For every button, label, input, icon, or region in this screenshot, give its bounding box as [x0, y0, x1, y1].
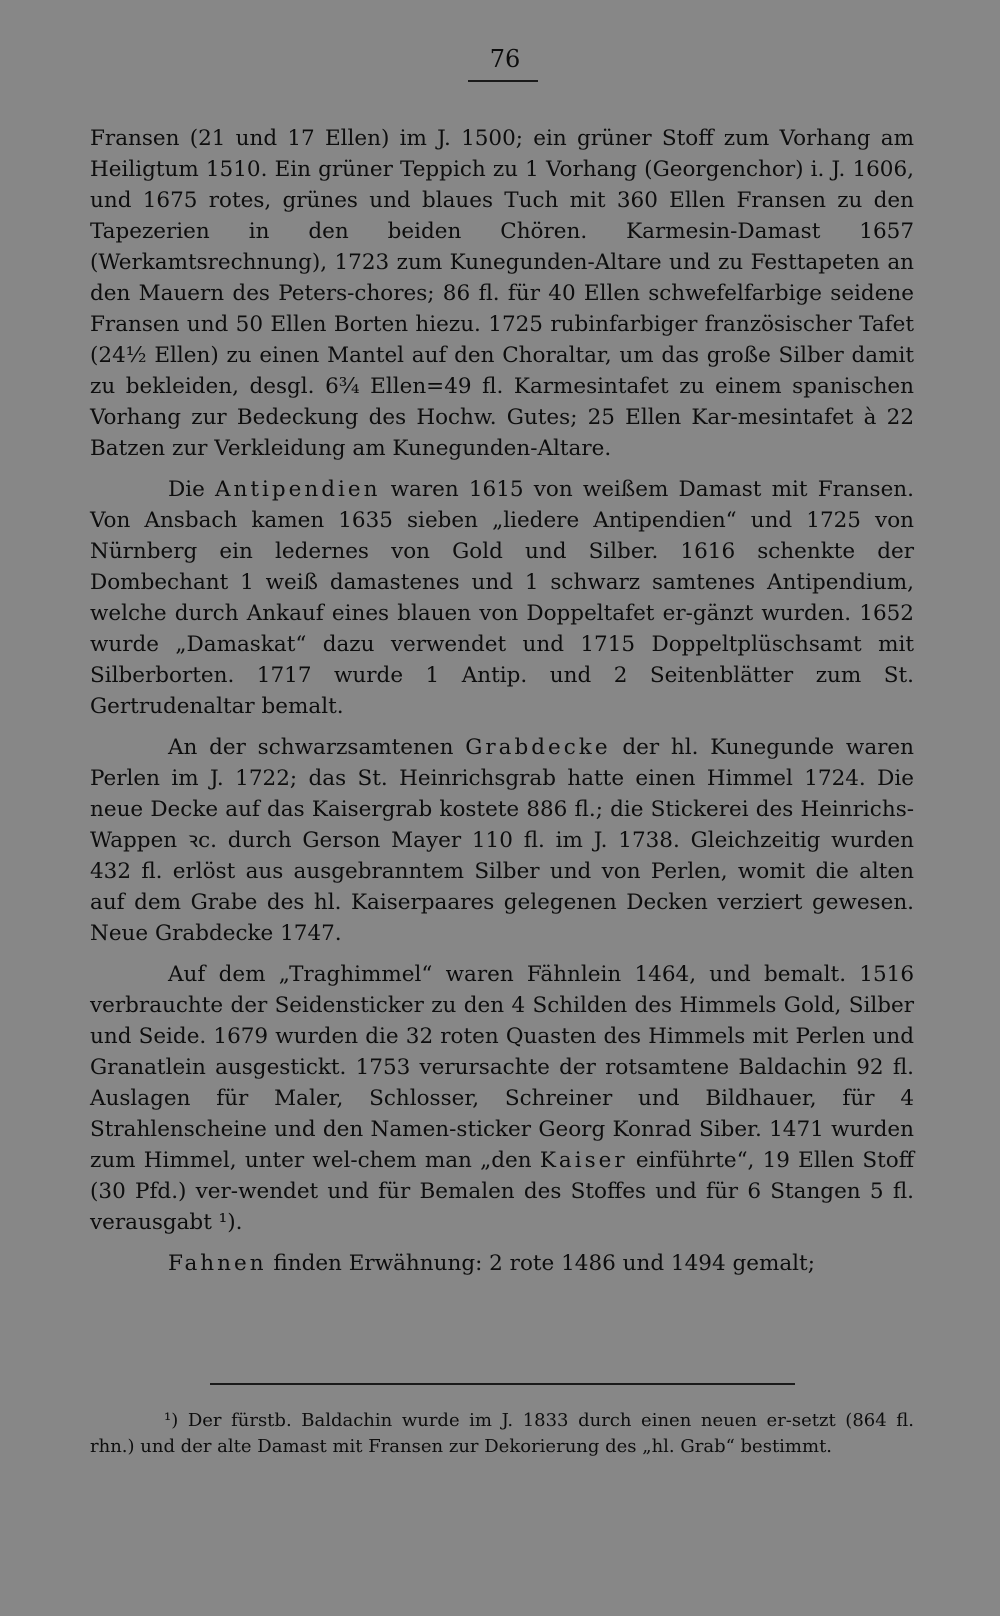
paragraph-5 — [90, 1248, 914, 1279]
spaced-keyword-fahnen: Fahnen — [168, 1251, 267, 1276]
body-text — [90, 123, 914, 1289]
paragraph-1 — [90, 123, 914, 464]
paragraph-text: der hl. Kunegunde waren Perlen im J. 1722; das St. Heinrichsgrab hatte einen Himmel 1724. Die neue Decke auf das Kaisergrab kostete 886 fl.; die Stickerei des Heinrichs-Wappen ꝛc. durch Gerson Mayer 110 fl. im J. 1738. Gleichzeitig wurden 432 fl. erlöst aus ausgebranntem Silber und von Perlen, womit die alten auf dem Grabe des hl. Kaiserpaares gelegenen Decken verziert gewesen. Neue Grabdecke 1747. — [90, 735, 914, 946]
spaced-keyword-grabdecke: Grabdecke — [465, 735, 611, 760]
paragraph-text: Auf dem „Traghimmel“ waren Fähnlein 1464, und bemalt. 1516 verbrauchte der Seidensticker zu den 4 Schilden des Himmels Gold, Silber und Seide. 1679 wurden die 32 roten Quasten des Himmels mit Perlen und Granatlein ausgestickt. 1753 verursachte der rotsamtene Baldachin 92 fl. Auslagen für Maler, Schlosser, Schreiner und Bildhauer, für 4 Strahlenscheine und den Namen-sticker Georg Konrad Siber. 1471 wurden zum Himmel, unter wel-chem man „den — [90, 962, 914, 1173]
paragraph-4 — [90, 959, 914, 1238]
paragraph-text: An der schwarzsamtenen — [168, 735, 466, 760]
paragraph-2 — [90, 474, 914, 722]
paragraph-text: einführte“, 19 Ellen Stoff (30 Pfd.) ver-wendet und für Bemalen des Stoffes und für 6 Stangen 5 fl. verausgabt ¹). — [90, 1148, 914, 1235]
spaced-keyword-kaiser: Kaiser — [539, 1148, 628, 1173]
page-number-rule — [468, 80, 538, 82]
footnote-rule — [210, 1383, 795, 1385]
spaced-keyword-antipendien: Antipendien — [215, 477, 381, 502]
paragraph-text: waren 1615 von weißem Damast mit Fransen. Von Ansbach kamen 1635 sieben „liedere Antipendien“ und 1725 von Nürnberg ein ledernes von Gold und Silber. 1616 schenkte der Dombechant 1 weiß damastenes und 1 schwarz samtenes Antipendium, welche durch Ankauf eines blauen von Doppeltafet er-gänzt wurden. 1652 wurde „Damaskat“ dazu verwendet und 1715 Doppeltplüschsamt mit Silberborten. 1717 wurde 1 Antip. und 2 Seitenblätter zum St. Gertrudenaltar bemalt. — [90, 477, 914, 719]
paragraph-text: Fransen (21 und 17 Ellen) im J. 1500; ein grüner Stoff zum Vorhang am Heiligtum 1510. Ein grüner Teppich zu 1 Vorhang (Georgenchor) i. J. 1606, und 1675 rotes, grünes und blaues Tuch mit 360 Ellen Fransen zu den Tapezerien in den beiden Chören. Karmesin-Damast 1657 (Werkamtsrechnung), 1723 zum Kunegunden-Altare und zu Festtapeten an den Mauern des Peters-chores; 86 fl. für 40 Ellen schwefelfarbige seidene Fransen und 50 Ellen Borten hiezu. 1725 rubinfarbiger französischer Tafet (24½ Ellen) zu einen Mantel auf den Choraltar, um das große Silber damit zu bekleiden, desgl. 6¾ Ellen=49 fl. Karmesintafet zu einem spanischen Vorhang zur Bedeckung des Hochw. Gutes; 25 Ellen Kar-mesintafet à 22 Batzen zur Verkleidung am Kunegunden-Altare. — [90, 126, 914, 461]
footnotes — [90, 1408, 914, 1460]
paragraph-text: finden Erwähnung: 2 rote 1486 und 1494 gemalt; — [266, 1251, 815, 1276]
footnote-1: ¹) Der fürstb. Baldachin wurde im J. 1833 durch einen neuen er-setzt (864 fl. rhn.) und der alte Damast mit Fransen zur Dekorierung des „hl. Grab“ bestimmt. — [90, 1410, 914, 1457]
paragraph-3 — [90, 732, 914, 949]
page-number: 76 — [489, 45, 521, 73]
paragraph-text: Die — [168, 477, 216, 502]
